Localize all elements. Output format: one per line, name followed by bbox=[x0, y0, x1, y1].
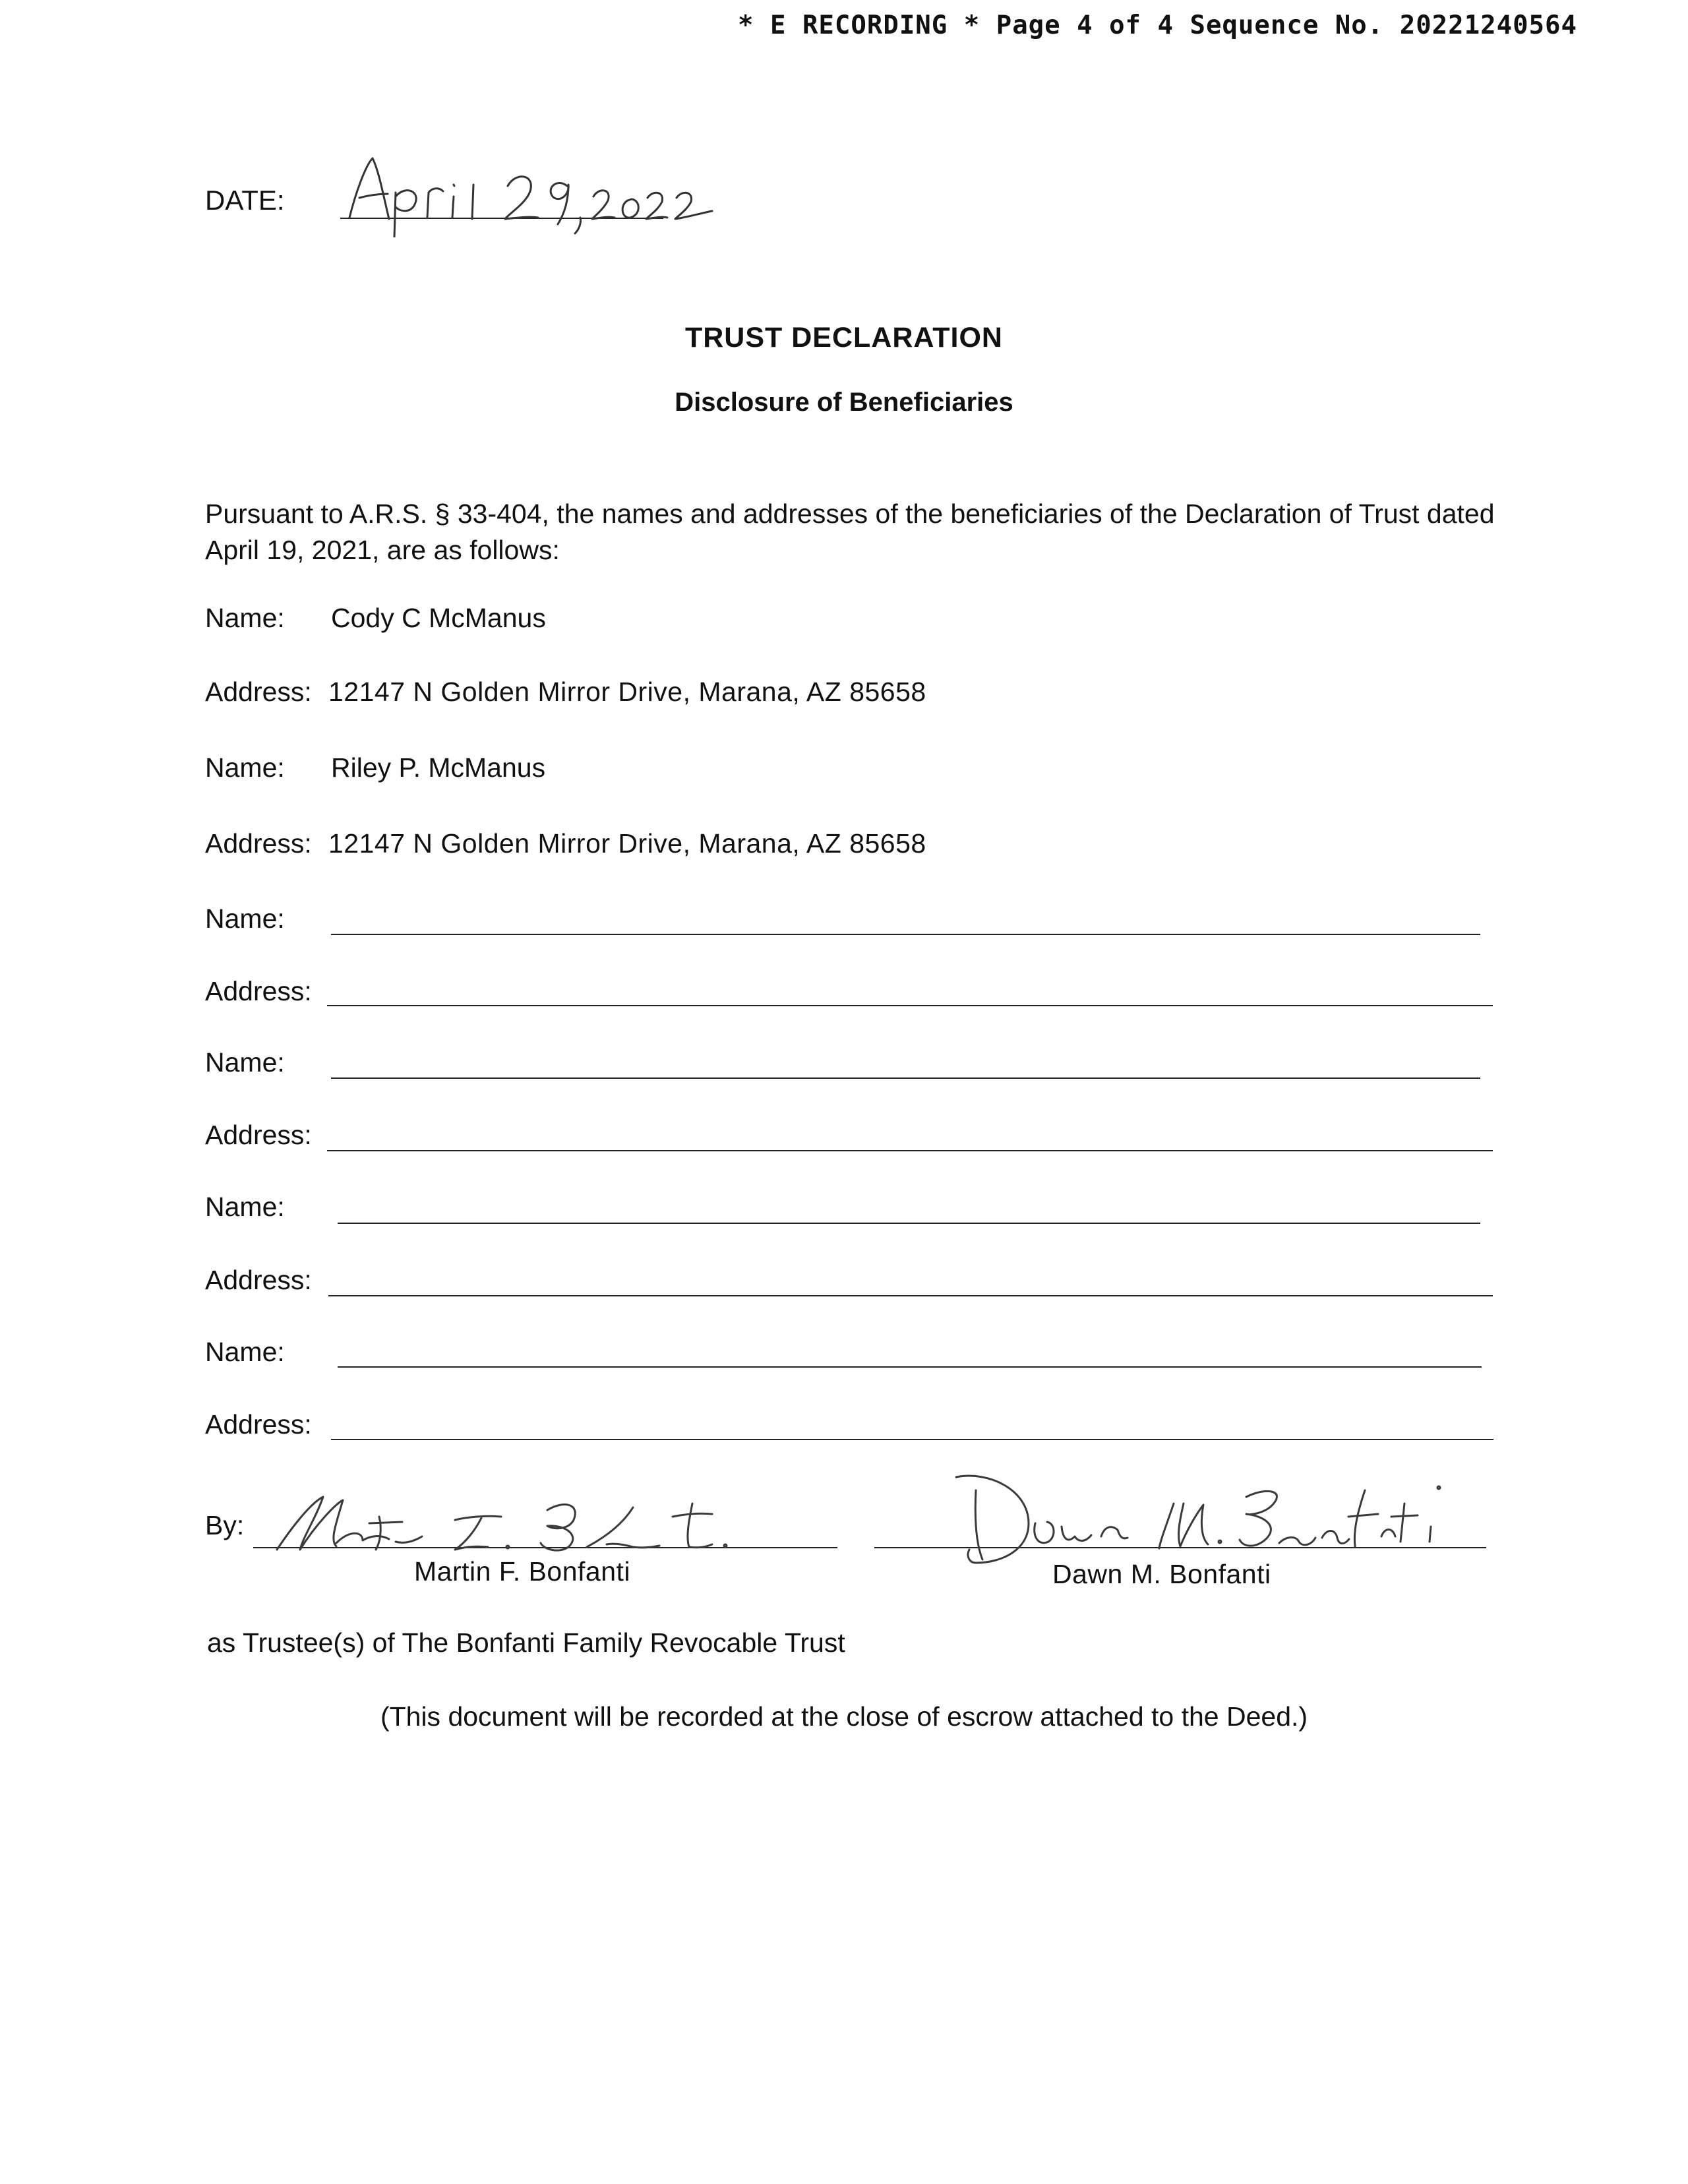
beneficiary-4-name-label: Name: bbox=[205, 1047, 285, 1077]
beneficiary-4-name-blank bbox=[331, 1077, 1480, 1079]
beneficiary-1-address: 12147 N Golden Mirror Drive, Marana, AZ 85658 bbox=[328, 677, 926, 707]
intro-paragraph: Pursuant to A.R.S. § 33-404, the names and addresses of the beneficiaries of the Declaration of Trust dated April 19, 2021, are as follows: bbox=[205, 499, 1495, 565]
signature-martin bbox=[264, 1484, 791, 1563]
beneficiary-3-address-blank bbox=[327, 1005, 1493, 1006]
signer-1-name: Martin F. Bonfanti bbox=[414, 1556, 631, 1587]
document-subtitle: Disclosure of Beneficiaries bbox=[675, 388, 1013, 417]
trustee-statement: as Trustee(s) of The Bonfanti Family Revocable Trust bbox=[207, 1627, 845, 1658]
beneficiary-1-name: Cody C McManus bbox=[331, 603, 546, 633]
beneficiary-6-address-label: Address: bbox=[205, 1409, 312, 1440]
beneficiary-6-address-blank bbox=[331, 1439, 1493, 1440]
handwritten-date bbox=[343, 145, 738, 237]
beneficiary-5-address-blank bbox=[328, 1295, 1493, 1296]
document-title: TRUST DECLARATION bbox=[684, 322, 1003, 353]
signer-2-name: Dawn M. Bonfanti bbox=[1052, 1559, 1271, 1589]
beneficiary-1-name-label: Name: bbox=[205, 603, 285, 633]
beneficiary-2-address-label: Address: bbox=[205, 828, 312, 859]
beneficiary-4-address-blank bbox=[327, 1150, 1493, 1151]
beneficiary-2-address: 12147 N Golden Mirror Drive, Marana, AZ 85658 bbox=[328, 828, 926, 859]
beneficiary-5-address-label: Address: bbox=[205, 1265, 312, 1295]
beneficiary-3-address-label: Address: bbox=[205, 976, 312, 1006]
beneficiary-4-address-label: Address: bbox=[205, 1120, 312, 1150]
beneficiary-1-address-label: Address: bbox=[205, 677, 312, 707]
date-label: DATE: bbox=[205, 185, 285, 216]
beneficiary-5-name-blank bbox=[338, 1223, 1480, 1224]
beneficiary-3-name-blank bbox=[331, 934, 1480, 935]
recording-stamp: * E RECORDING * Page 4 of 4 Sequence No. 20221240564 bbox=[738, 11, 1577, 40]
by-label: By: bbox=[205, 1510, 245, 1540]
signature-dawn bbox=[950, 1464, 1477, 1569]
beneficiary-5-name-label: Name: bbox=[205, 1192, 285, 1222]
recording-note: (This document will be recorded at the close of escrow attached to the Deed.) bbox=[380, 1701, 1308, 1732]
beneficiary-2-name: Riley P. McManus bbox=[331, 752, 546, 783]
beneficiary-2-name-label: Name: bbox=[205, 752, 285, 783]
beneficiary-6-name-label: Name: bbox=[205, 1337, 285, 1367]
beneficiary-6-name-blank bbox=[338, 1366, 1482, 1368]
beneficiary-3-name-label: Name: bbox=[205, 903, 285, 934]
